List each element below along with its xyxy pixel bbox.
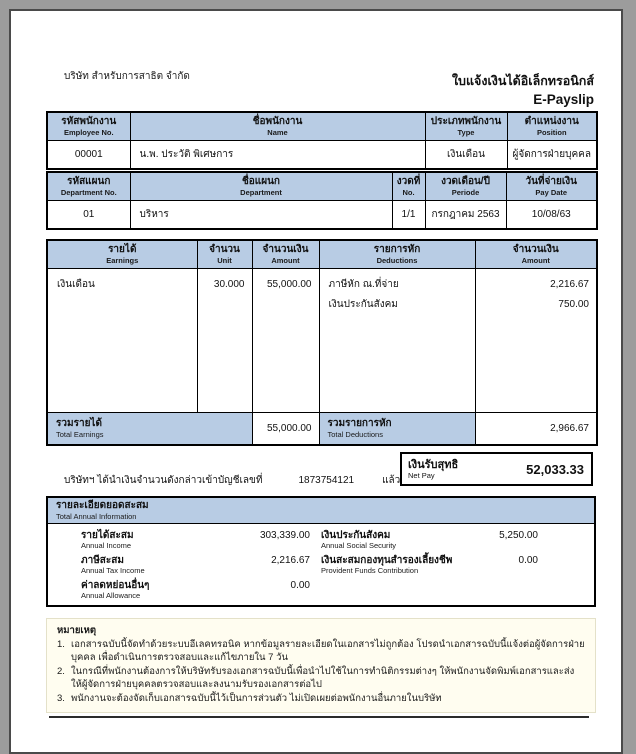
header-cell: ชื่อพนักงาน Name — [130, 112, 425, 140]
header-cell: รายการหัก Deductions — [319, 240, 475, 268]
note-item: 1. เอกสารฉบับนี้จัดทำด้วยระบบอีเลคทรอนิค หากข้อมูลรายละเอียดในเอกสารไม่ถูกต้อง โปรดนำเอกสารฉบับนี้แจ้งต่อผู้จัดการฝ่ายบุคคล เพื่อดำเนินการตรวจสอบและแก้ไขภายใน 7 วัน — [57, 638, 585, 663]
total-earnings-amount-cell: 55,000.00 — [252, 412, 319, 445]
annual-item: เงินสะสมกองทุนสำรองเลี้ยงชีพ Provident Funds Contribution 0.00 — [321, 555, 538, 575]
annual-right-column — [310, 530, 538, 600]
annual-item: เงินประกันสังคม Annual Social Security 5,250.00 — [321, 530, 538, 550]
employee-position-cell: ผู้จัดการฝ่ายบุคคล — [507, 140, 597, 169]
total-deductions-label-cell: รวมรายการหัก Total Deductions — [319, 412, 475, 445]
deduction-labels-cell — [319, 268, 475, 412]
header-cell: รหัสแผนก Department No. — [47, 172, 130, 200]
employee-table-data-row — [47, 140, 597, 169]
company-name: บริษัท สำหรับการสาธิต จำกัด — [64, 71, 190, 82]
annual-totals-box — [46, 496, 596, 607]
deduction-amount: 750.00 — [558, 298, 589, 310]
header-cell: จำนวนเงิน Amount — [475, 240, 597, 268]
department-table-data-row — [47, 200, 597, 229]
note-item: 3. พนักงานจะต้องจัดเก็บเอกสารฉบับนี้ไว้เป็นการส่วนตัว ไม่เปิดเผยต่อพนักงานอื่นภายในบริษัท — [57, 692, 442, 704]
footer-divider — [49, 716, 589, 718]
total-earnings-label-cell: รวมรายได้ Total Earnings — [47, 412, 252, 445]
earning-label-cell: เงินเดือน — [47, 268, 197, 412]
notes-title: หมายเหตุ — [57, 625, 97, 636]
department-info-table — [46, 171, 598, 230]
note-item: 2. ในกรณีที่พนักงานต้องการให้บริษัทรับรองเอกสารฉบับนี้เพื่อนำไปใช้ในการทำนิติกรรมต่างๆ ให้พนักงานจัดพิมพ์เอกสารและส่งให้ผู้จัดการฝ่ายบุคคลตรวจสอบและลงนามรับรองเอกสารต่อไป — [57, 665, 575, 690]
header-cell: จำนวน Unit — [197, 240, 252, 268]
totals-row — [47, 412, 597, 445]
header-cell: งวดที่ No. — [392, 172, 425, 200]
bank-transfer-line — [64, 473, 400, 488]
annual-item: ค่าลดหย่อนอื่นๆ Annual Allowance 0.00 — [81, 580, 310, 600]
header-cell: ชื่อแผนก Department — [130, 172, 392, 200]
total-deductions-amount-cell: 2,966.67 — [475, 412, 597, 445]
document-title-english: E-Payslip — [533, 92, 594, 107]
department-no-cell: 01 — [47, 200, 130, 229]
deduction-amounts-cell — [475, 268, 597, 412]
annual-totals-body — [48, 524, 594, 600]
deduction-label: เงินประกันสังคม — [328, 298, 398, 310]
earnings-deductions-table — [46, 239, 598, 446]
net-pay-box — [400, 452, 593, 486]
period-cell: กรกฎาคม 2563 — [425, 200, 506, 229]
employee-type-cell: เงินเดือน — [425, 140, 507, 169]
department-table-header-row — [47, 172, 597, 200]
earning-unit-cell: 30.000 — [197, 268, 252, 412]
employee-table-header-row — [47, 112, 597, 140]
net-pay-label: เงินรับสุทธิ Net Pay — [408, 458, 459, 480]
document-title-thai: ใบแจ้งเงินได้อิเล็กทรอนิกส์ — [451, 74, 594, 88]
department-name-cell: บริหาร — [130, 200, 392, 229]
earning-amount-cell: 55,000.00 — [252, 268, 319, 412]
document-title — [452, 71, 594, 107]
pay-date-cell: 10/08/63 — [506, 200, 597, 229]
header-cell: ประเภทพนักงาน Type — [425, 112, 507, 140]
notes-box — [46, 618, 596, 713]
bank-line-prefix: บริษัทฯ ได้นำเงินจำนวนดังกล่าวเข้าบัญชีเลขที่ — [64, 475, 263, 486]
payslip-page — [9, 9, 623, 754]
employee-no-cell: 00001 — [47, 140, 130, 169]
earnings-table-body-row — [47, 268, 597, 412]
annual-totals-header: รายละเอียดยอดสะสม Total Annual Information — [48, 498, 594, 524]
annual-item: ภาษีสะสม Annual Tax Income 2,216.67 — [81, 555, 310, 575]
header-cell: วันที่จ่ายเงิน Pay Date — [506, 172, 597, 200]
deduction-label: ภาษีหัก ณ.ที่จ่าย — [328, 278, 399, 290]
employee-info-table — [46, 111, 598, 170]
net-pay-amount: 52,033.33 — [526, 461, 584, 477]
header-cell: งวดเดือน/ปี Periode — [425, 172, 506, 200]
header-cell: รหัสพนักงาน Employee No. — [47, 112, 130, 140]
header-cell: รายได้ Earnings — [47, 240, 197, 268]
earnings-table-header-row — [47, 240, 597, 268]
bank-line-suffix: แล้ว — [382, 475, 401, 486]
employee-name-cell: น.พ. ประวัติ พิเศษการ — [130, 140, 425, 169]
header-cell: จำนวนเงิน Amount — [252, 240, 319, 268]
bank-account-number: 1873754121 — [298, 475, 355, 486]
deduction-amount: 2,216.67 — [550, 278, 589, 290]
header-cell: ตำแหน่งงาน Position — [507, 112, 597, 140]
annual-item: รายได้สะสม Annual Income 303,339.00 — [81, 530, 310, 550]
period-no-cell: 1/1 — [392, 200, 425, 229]
annual-left-column — [48, 530, 310, 600]
